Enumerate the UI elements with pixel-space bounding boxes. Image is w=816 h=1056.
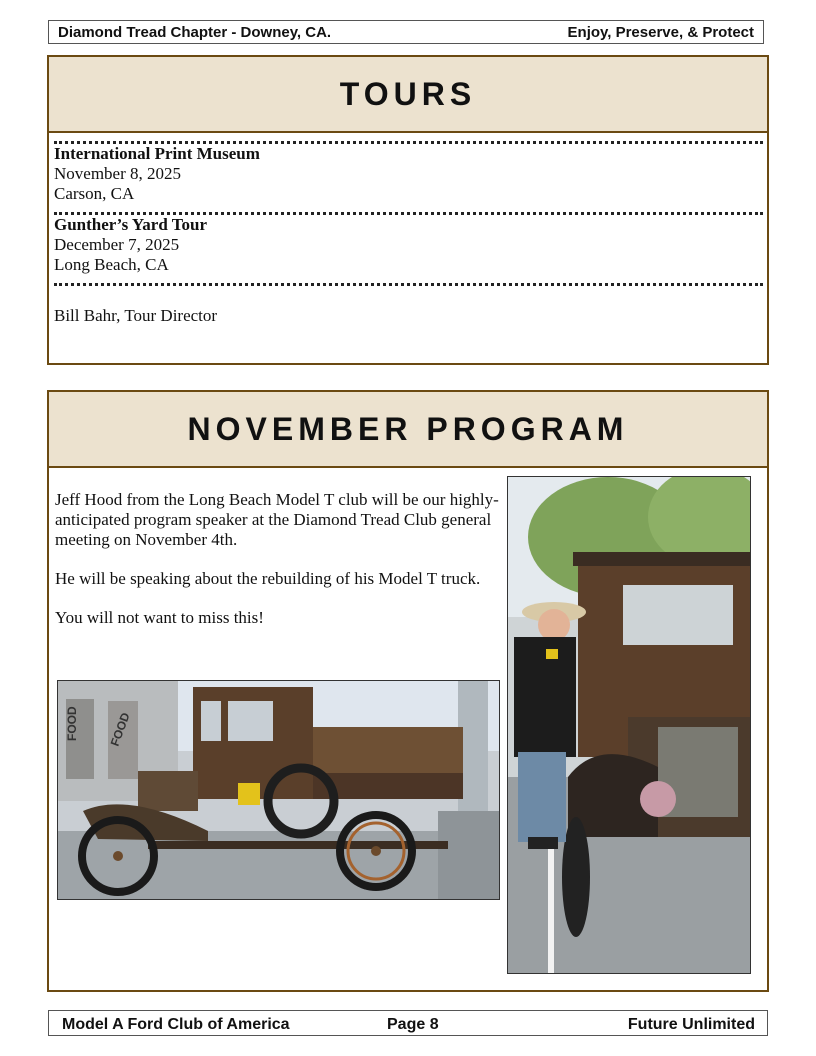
program-title: NOVEMBER PROGRAM xyxy=(49,392,767,468)
tour-date: December 7, 2025 xyxy=(54,235,180,254)
club-motto: Enjoy, Preserve, & Protect xyxy=(567,23,754,41)
program-section xyxy=(47,390,769,992)
dotted-divider xyxy=(54,204,763,215)
speaker-illustration xyxy=(508,477,750,973)
speaker-with-truck-photo xyxy=(507,476,751,974)
page-header xyxy=(48,20,764,44)
program-paragraph: He will be speaking about the rebuilding of his Model T truck. xyxy=(55,569,481,588)
footer-club-name: Model A Ford Club of America xyxy=(62,1016,290,1033)
tour-name: International Print Museum xyxy=(54,144,260,163)
page-number: Page 8 xyxy=(387,1016,439,1033)
program-paragraph: You will not want to miss this! xyxy=(55,608,264,627)
tour-item xyxy=(49,144,767,204)
tour-location: Long Beach, CA xyxy=(54,255,169,274)
tours-title: TOURS xyxy=(49,57,767,133)
program-text xyxy=(55,490,500,647)
tour-director: Bill Bahr, Tour Director xyxy=(54,306,218,325)
model-t-truck-photo xyxy=(57,680,500,900)
tour-name: Gunther’s Yard Tour xyxy=(54,215,208,234)
chapter-name: Diamond Tread Chapter - Downey, CA. xyxy=(58,23,332,41)
tour-location: Carson, CA xyxy=(54,184,135,203)
food-sign-text: FOOD xyxy=(107,710,133,749)
program-paragraph: Jeff Hood from the Long Beach Model T club will be our highly-anticipated program speaker at the Diamond Tread Club general meeting on November 4th. xyxy=(55,490,499,549)
dotted-divider xyxy=(54,275,763,286)
tour-date: November 8, 2025 xyxy=(54,164,182,183)
truck-illustration xyxy=(58,681,499,899)
dotted-divider xyxy=(54,133,763,144)
tour-item xyxy=(49,215,767,275)
tours-section xyxy=(47,55,769,365)
footer-tagline: Future Unlimited xyxy=(627,1016,755,1033)
food-sign-text: FOOD xyxy=(65,706,79,741)
page-footer xyxy=(48,1010,768,1036)
